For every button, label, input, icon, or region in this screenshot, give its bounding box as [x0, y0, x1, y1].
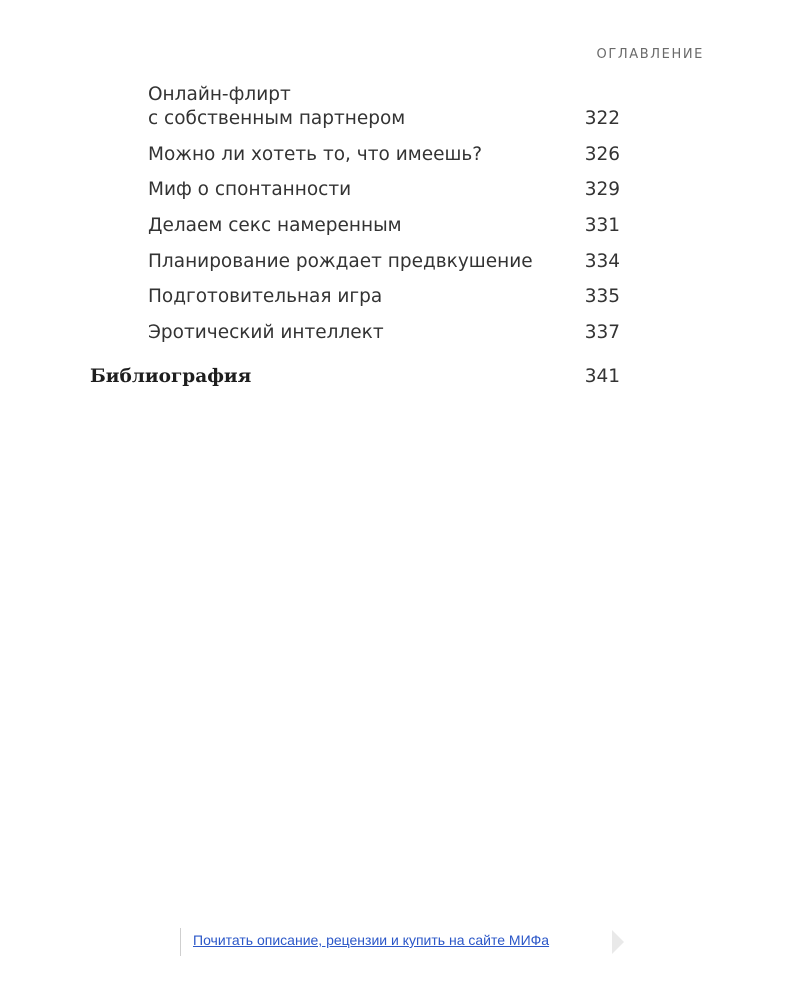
toc-entry-spontaneity-myth	[148, 178, 351, 202]
toc-entry-page: 329	[584, 179, 620, 200]
toc-entry-page: 331	[584, 215, 620, 236]
running-head: ОГЛАВЛЕНИЕ	[596, 47, 704, 62]
toc-entry-title-line: Эротический интеллект	[148, 322, 384, 343]
toc-entry-foreplay	[148, 285, 382, 309]
toc-entry-title-line: Делаем секс намеренным	[148, 215, 402, 236]
buy-link-bar	[180, 928, 612, 956]
toc-entry-page: 322	[584, 108, 620, 129]
toc-entry-intentional	[148, 214, 402, 238]
toc-entry-online-flirt	[148, 83, 405, 131]
toc-entry-page: 334	[584, 251, 620, 272]
toc-entry-erotic-intelligence	[148, 321, 384, 345]
toc-entry-can-you-want	[148, 143, 482, 167]
toc-entry-page: 335	[584, 286, 620, 307]
toc-entry-page: 326	[584, 144, 620, 165]
toc-chapter-page: 341	[584, 366, 620, 387]
toc-entry-title-line: Планирование рождает предвкушение	[148, 251, 533, 272]
toc-chapter-bibliography: Библиография	[90, 366, 252, 387]
toc-entry-title-line: с собственным партнером	[148, 108, 406, 129]
toc-entry-title-line: Онлайн-флирт	[148, 84, 291, 105]
toc-entry-title-line: Подготовительная игра	[148, 286, 383, 307]
toc-entry-title-line: Миф о спонтанности	[148, 179, 352, 200]
buy-link[interactable]: Почитать описание, рецензии и купить на сайте МИФа	[193, 932, 550, 948]
toc-entry-title-line: Можно ли хотеть то, что имеешь?	[148, 144, 483, 165]
toc-entry-page: 337	[584, 322, 620, 343]
toc-entry-planning	[148, 250, 533, 274]
